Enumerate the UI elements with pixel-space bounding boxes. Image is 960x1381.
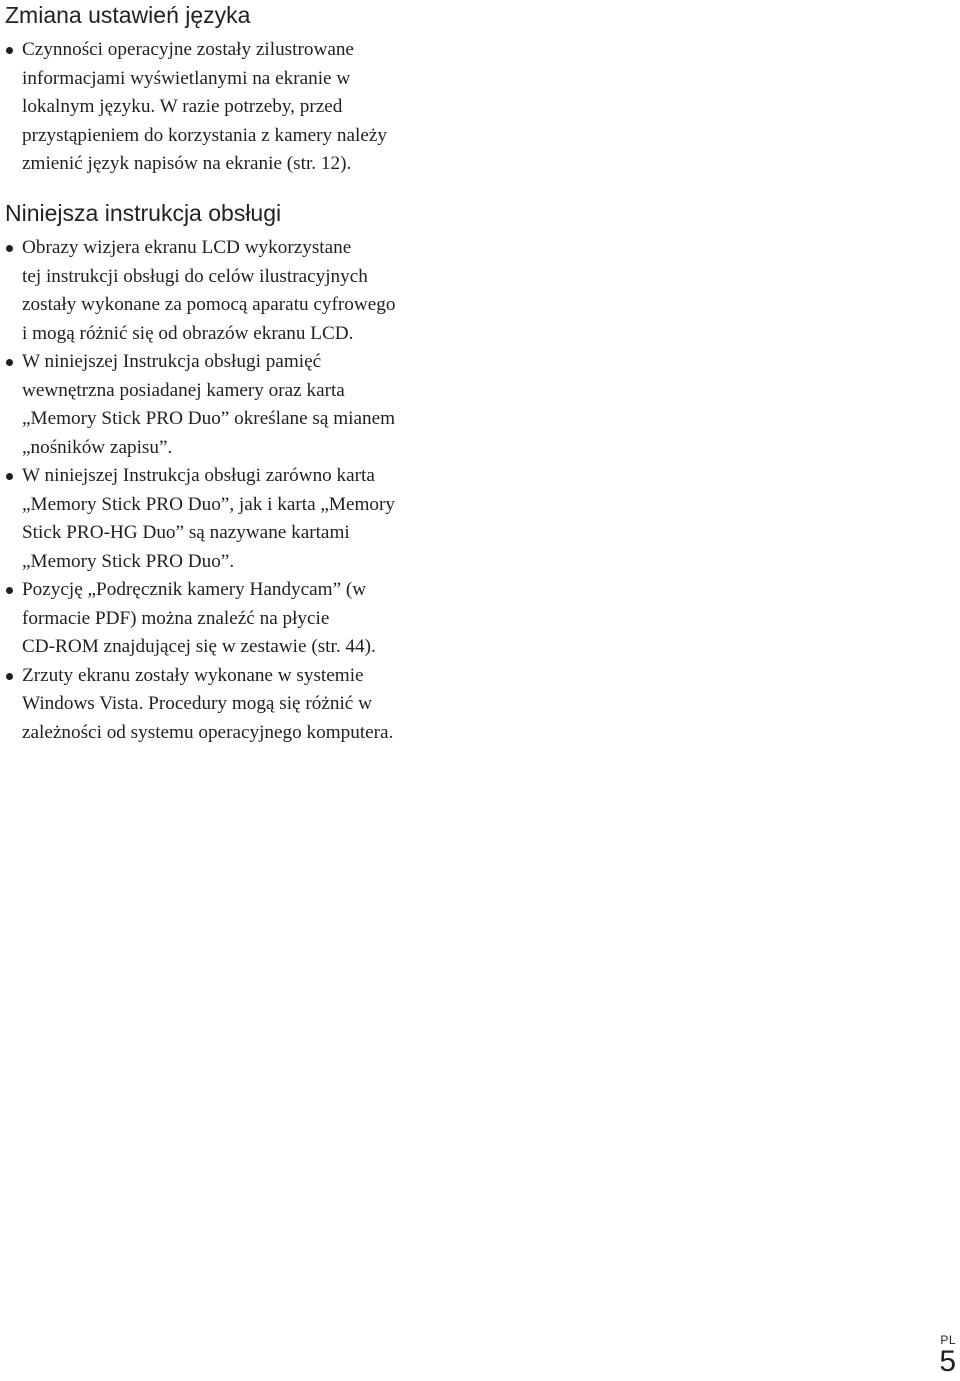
- bullet-item: [5, 348, 455, 462]
- bullet-dot-icon: [6, 245, 13, 252]
- section-heading: Zmiana ustawień języka: [5, 2, 251, 28]
- text-line: zostały wykonane za pomocą aparatu cyfrowego: [22, 294, 396, 315]
- text-line: „Memory Stick PRO Duo” określane są mianem: [22, 408, 396, 429]
- bullet-dot-icon: [6, 359, 13, 366]
- bullet-item: [5, 662, 455, 748]
- bullet-item: [5, 36, 455, 179]
- bullet-list: [5, 36, 455, 179]
- language-code: PL: [940, 1333, 956, 1347]
- bullet-item: [5, 576, 455, 662]
- text-line: tej instrukcji obsługi do celów ilustracyjnych: [22, 265, 368, 287]
- section-this-manual: [5, 198, 455, 747]
- bullet-item: [5, 234, 455, 348]
- text-line: Windows Vista. Procedury mogą się różnić w: [22, 693, 372, 714]
- text-line: Zrzuty ekranu zostały wykonane w systemie: [22, 664, 364, 686]
- text-line: zmienić język napisów na ekranie (str. 12).: [22, 153, 352, 174]
- text-line: CD-ROM znajdującej się w zestawie (str. 44).: [22, 636, 376, 657]
- bullet-dot-icon: [6, 47, 13, 54]
- text-line: Stick PRO-HG Duo” są nazywane kartami: [22, 522, 350, 543]
- section-language-settings: [5, 0, 455, 179]
- bullet-item: [5, 462, 455, 576]
- text-line: „Memory Stick PRO Duo”, jak i karta „Memory: [22, 493, 396, 515]
- text-line: „nośników zapisu”.: [22, 436, 173, 458]
- text-line: W niniejszej Instrukcja obsługi pamięć: [22, 351, 322, 372]
- text-line: lokalnym języku. W razie potrzeby, przed: [22, 96, 343, 117]
- text-line: Pozycję „Podręcznik kamery Handycam” (w: [22, 579, 367, 600]
- bullet-dot-icon: [6, 673, 13, 680]
- text-line: W niniejszej Instrukcja obsługi zarówno karta: [22, 465, 375, 486]
- text-line: Czynności operacyjne zostały zilustrowane: [22, 39, 354, 60]
- page-number: 5: [939, 1345, 956, 1378]
- text-line: wewnętrzna posiadanej kamery oraz karta: [22, 379, 345, 401]
- bullet-list: [5, 234, 455, 747]
- page-number-label: [939, 1333, 956, 1377]
- text-line: i mogą różnić się od obrazów ekranu LCD.: [22, 322, 354, 344]
- text-line: przystąpieniem do korzystania z kamery należy: [22, 124, 387, 146]
- bullet-dot-icon: [6, 587, 13, 594]
- text-line: „Memory Stick PRO Duo”.: [22, 550, 235, 572]
- text-line: zależności od systemu operacyjnego komputera.: [22, 721, 394, 743]
- text-line: informacjami wyświetlanymi na ekranie w: [22, 67, 351, 89]
- bullet-dot-icon: [6, 473, 13, 480]
- text-line: formacie PDF) można znaleźć na płycie: [22, 607, 330, 629]
- section-heading: Niniejsza instrukcja obsługi: [5, 200, 282, 226]
- text-line: Obrazy wizjera ekranu LCD wykorzystane: [22, 237, 352, 258]
